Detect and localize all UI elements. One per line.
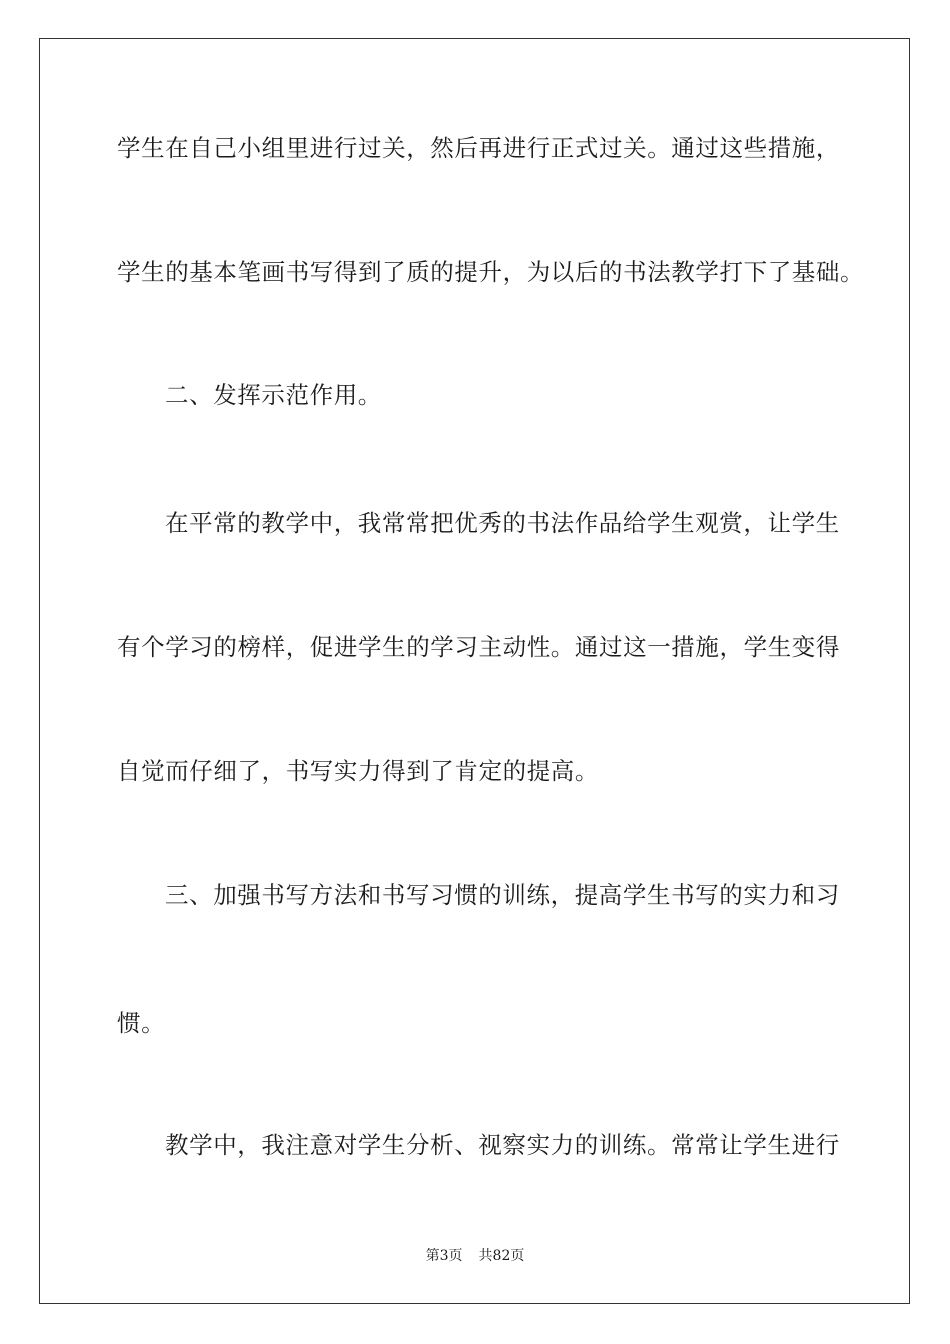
paragraph-line-6: 自觉而仔细了，书写实力得到了肯定的提高。 xyxy=(117,757,599,785)
paragraph-line-5: 有个学习的榜样，促进学生的学习主动性。通过这一措施，学生变得 xyxy=(117,633,840,661)
paragraph-line-4: 在平常的教学中，我常常把优秀的书法作品给学生观赏，让学生 xyxy=(165,509,840,537)
section-heading-3: 三、加强书写方法和书写习惯的训练，提高学生书写的实力和习 xyxy=(165,881,840,909)
paragraph-line-1: 学生在自己小组里进行过关，然后再进行正式过关。通过这些措施， xyxy=(117,134,840,162)
section-heading-3-continuation: 惯。 xyxy=(117,1009,166,1037)
page-footer xyxy=(0,1247,950,1265)
paragraph-line-9: 教学中，我注意对学生分析、视察实力的训练。常常让学生进行 xyxy=(165,1131,840,1159)
paragraph-line-2: 学生的基本笔画书写得到了质的提升，为以后的书法教学打下了基础。 xyxy=(117,258,865,286)
section-heading-2: 二、发挥示范作用。 xyxy=(165,381,382,409)
page-total: 共82页 xyxy=(478,1248,525,1264)
page-number: 第3页 xyxy=(425,1248,463,1264)
page-frame xyxy=(39,38,910,1304)
